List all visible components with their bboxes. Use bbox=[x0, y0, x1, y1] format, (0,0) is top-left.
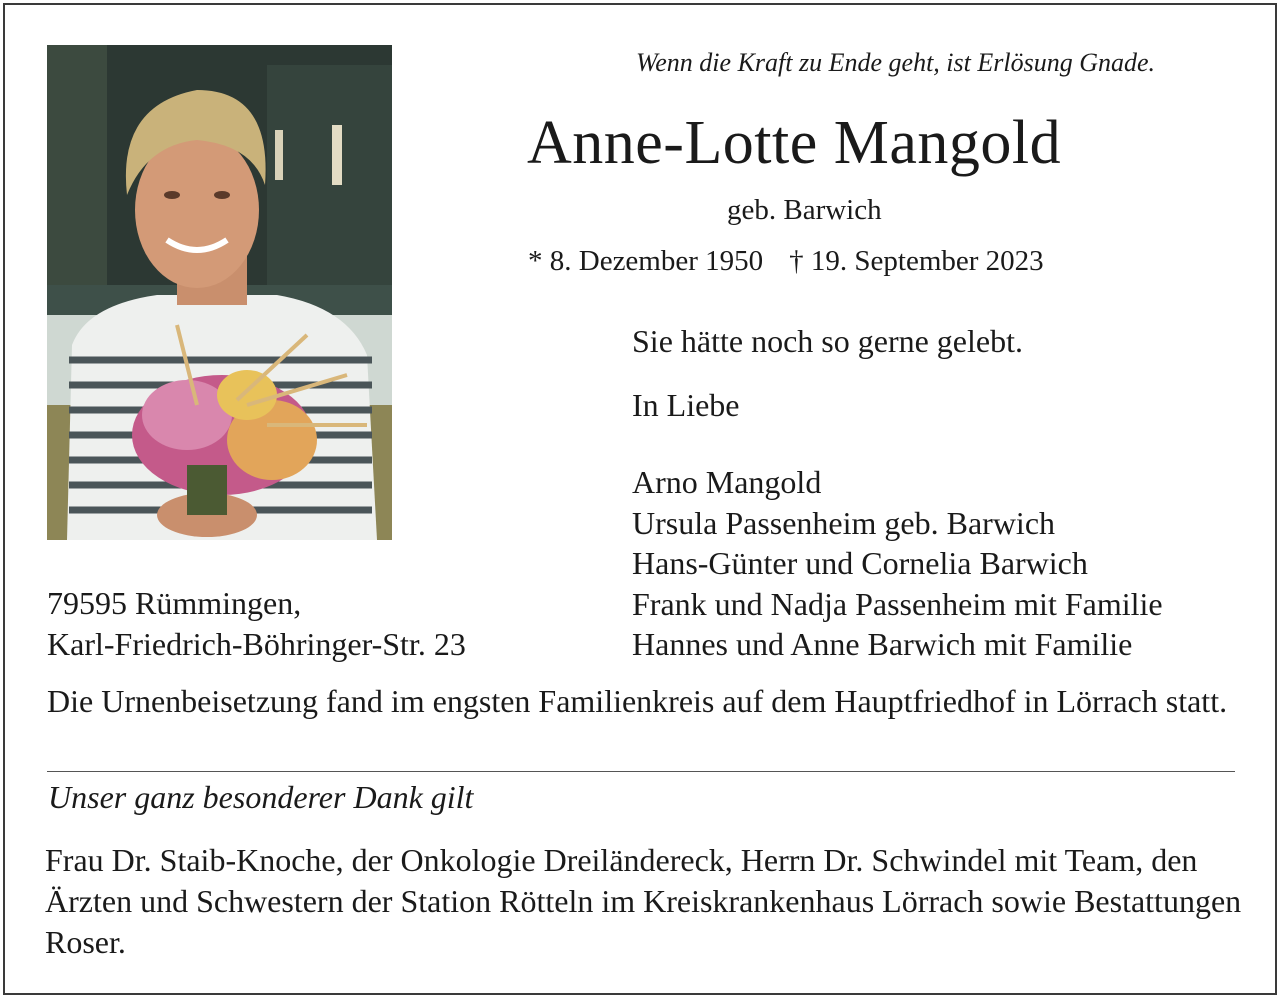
motto-quote: Wenn die Kraft zu Ende geht, ist Erlösung Gnade. bbox=[636, 48, 1156, 77]
address-line-1: 79595 Rümmingen, bbox=[47, 585, 302, 621]
mourner-item: Hans-Günter und Cornelia Barwich bbox=[632, 545, 1088, 581]
divider bbox=[47, 771, 1235, 772]
portrait-photo bbox=[47, 45, 392, 540]
thanks-text: Frau Dr. Staib-Knoche, der Onkologie Dreiländereck, Herrn Dr. Schwindel mit Team, den Ärzten und Schwestern der Station Rötteln im Kreiskrankenhaus Lörrach sowie Bestattungen Roser. bbox=[45, 842, 1242, 960]
farewell-quote: Sie hätte noch so gerne gelebt. bbox=[632, 323, 1023, 359]
birth-date: * 8. Dezember 1950 bbox=[528, 245, 764, 277]
death-date: † 19. September 2023 bbox=[789, 245, 1044, 277]
mourner-item: Ursula Passenheim geb. Barwich bbox=[632, 504, 1056, 541]
address-block bbox=[47, 583, 466, 664]
burial-note: Die Urnenbeisetzung fand im engsten Familienkreis auf dem Hauptfriedhof in Lörrach statt. bbox=[47, 683, 1228, 719]
mourner-item: Arno Mangold bbox=[632, 464, 822, 500]
deceased-name: Anne-Lotte Mangold bbox=[527, 109, 1062, 177]
mourner-item: Frank und Nadja Passenheim mit Familie bbox=[632, 585, 1163, 622]
birth-name: geb. Barwich bbox=[727, 194, 882, 226]
mourners-list bbox=[632, 462, 1163, 665]
mourner-item: Hannes und Anne Barwich mit Familie bbox=[632, 626, 1133, 662]
in-love-line: In Liebe bbox=[632, 387, 740, 423]
thanks-heading: Unser ganz besonderer Dank gilt bbox=[48, 779, 474, 815]
address-line-2: Karl-Friedrich-Böhringer-Str. 23 bbox=[47, 625, 466, 662]
life-dates bbox=[528, 245, 1044, 278]
